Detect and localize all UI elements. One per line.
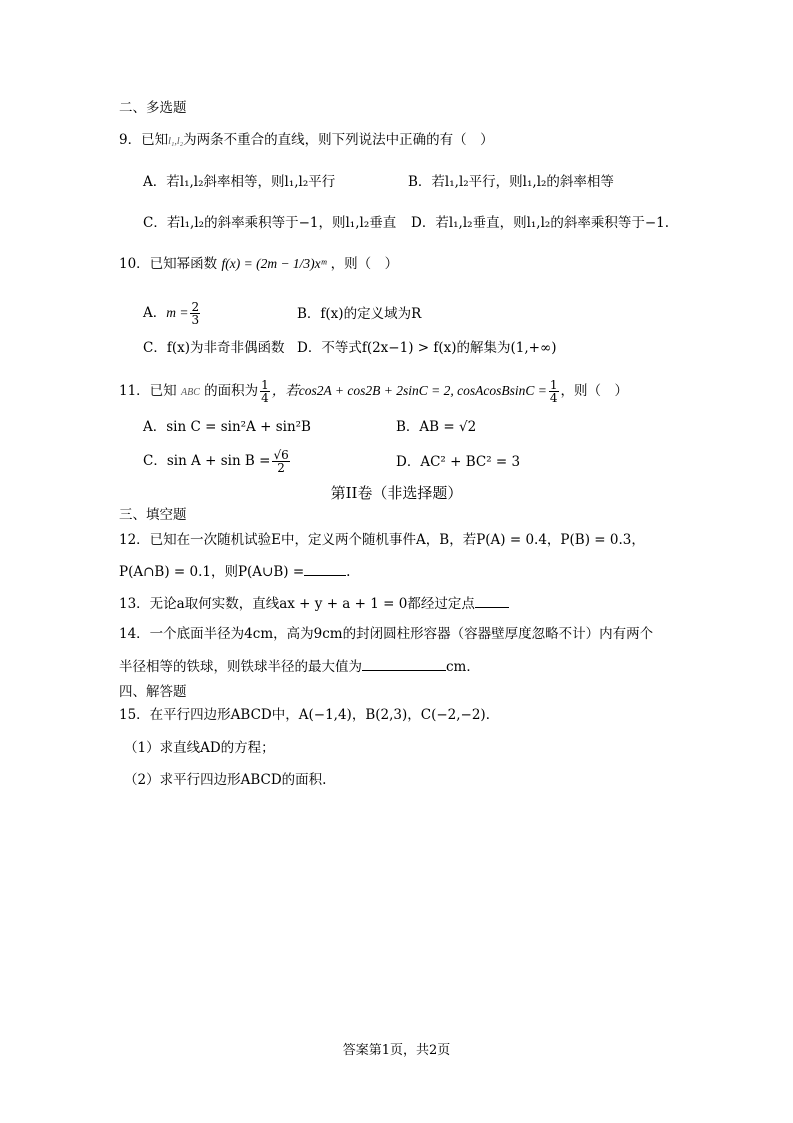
q11-triangle: ABC — [180, 387, 200, 398]
question-15-stem: 15．在平行四边形ABCD中，A(−1,4)，B(2,3)，C(−2,−2)． — [119, 707, 500, 723]
question-13 — [119, 593, 509, 614]
q11-cond-numerator: 1 — [549, 378, 558, 392]
q9-option-b: B．若l₁,l₂平行，则l₁,l₂的斜率相等 — [408, 174, 614, 190]
q9-stem-end: 为两条不重合的直线，则下列说法中正确的有（ ） — [183, 132, 494, 148]
q11-c-denominator: 2 — [277, 461, 285, 475]
q11-area-fraction — [260, 379, 270, 404]
volume-2-title: 第II卷（非选择题） — [330, 484, 463, 502]
question-11-stem — [119, 376, 628, 408]
q11-area-text: 的面积为 — [204, 383, 259, 399]
q9-option-a: A．若l₁,l₂斜率相等，则l₁,l₂平行 — [143, 174, 336, 190]
page-footer: 答案第1页，共2页 — [342, 1043, 451, 1058]
q11-option-a: A．sin C = sin²A + sin²B — [143, 419, 311, 435]
q11-option-b: B．AB = √2 — [396, 419, 477, 435]
q9-stem-start: 9．已知 — [119, 132, 169, 148]
q11-condition: ，若cos2A + cos2B + 2sinC = 2, cosAcosBsinC = — [271, 383, 547, 398]
q13-text: 13．无论a取何实数，直线ax + y + a + 1 = 0都经过定点 — [119, 596, 475, 612]
q9-vars: l₁,l₂ — [168, 136, 184, 147]
q10-a-math: m = — [166, 305, 189, 320]
q11-stem-start: 11．已知 — [119, 383, 177, 399]
q10-a-denominator: 3 — [191, 313, 200, 327]
q10-option-b: B．f(x)的定义域为R — [297, 306, 422, 322]
q9-option-c: C．若l₁,l₂的斜率乘积等于−1，则l₁,l₂垂直 — [143, 215, 397, 231]
q10-a-fraction — [190, 301, 200, 326]
q12-answer-blank[interactable] — [304, 561, 346, 576]
question-9-stem — [119, 130, 494, 152]
q10-option-d: D．不等式f(2x−1) > f(x)的解集为(1,+∞) — [297, 340, 557, 356]
question-14-line1: 14．一个底面半径为4cm，高为9cm的封闭圆柱形容器（容器壁厚度忽略不计）内有两个 — [119, 626, 654, 642]
q10-a-label: A． — [143, 305, 167, 321]
q11-c-numerator: √6 — [273, 448, 289, 462]
q10-formula: f(x) = (2m − 1/3)xᵐ — [221, 256, 327, 271]
q11-cond-denominator: 4 — [549, 391, 558, 405]
q14-answer-blank[interactable] — [362, 656, 446, 671]
q10-stem-start: 10．已知幂函数 — [119, 256, 218, 272]
q11-condition-fraction — [549, 379, 559, 404]
q14-line2-text: 半径相等的铁球，则铁球半径的最大值为 — [119, 659, 362, 675]
q10-a-numerator: 2 — [191, 300, 200, 314]
q11-option-c — [143, 444, 292, 478]
q11-stem-end: ，则（ ） — [560, 383, 629, 399]
question-15-part1: （1）求直线AD的方程； — [124, 740, 275, 756]
q10-option-c: C．f(x)为非奇非偶函数 — [143, 340, 285, 356]
question-15-part2: （2）求平行四边形ABCD的面积. — [124, 772, 327, 788]
question-14-line2 — [119, 656, 480, 677]
question-12-line2: P(A∩B) = 0.1，则P(A∪B) = . — [119, 561, 350, 582]
q11-c-text: C．sin A + sin B = — [143, 453, 271, 469]
section-heading-solve: 四、解答题 — [119, 684, 187, 700]
question-10-stem — [119, 254, 398, 274]
section-heading-fill: 三、填空题 — [119, 507, 187, 523]
q10-option-a — [143, 296, 202, 330]
q14-unit: cm． — [446, 659, 480, 675]
section-heading-multi: 二、多选题 — [119, 100, 187, 116]
question-12-line1: 12．已知在一次随机试验E中，定义两个随机事件A，B，若P(A) = 0.4，P(B) = 0.3， — [119, 532, 645, 548]
q12-line2-text: P(A∩B) = 0.1，则P(A∪B) = — [119, 564, 305, 580]
q11-area-numerator: 1 — [261, 378, 269, 392]
q9-option-d: D．若l₁,l₂垂直，则l₁,l₂的斜率乘积等于−1. — [411, 215, 670, 231]
q11-area-denominator: 4 — [261, 391, 269, 405]
q11-option-d: D．AC² + BC² = 3 — [396, 454, 521, 470]
q10-stem-end: ，则（ ） — [330, 256, 399, 272]
q13-answer-blank[interactable] — [475, 593, 509, 608]
q11-c-fraction — [272, 449, 289, 474]
